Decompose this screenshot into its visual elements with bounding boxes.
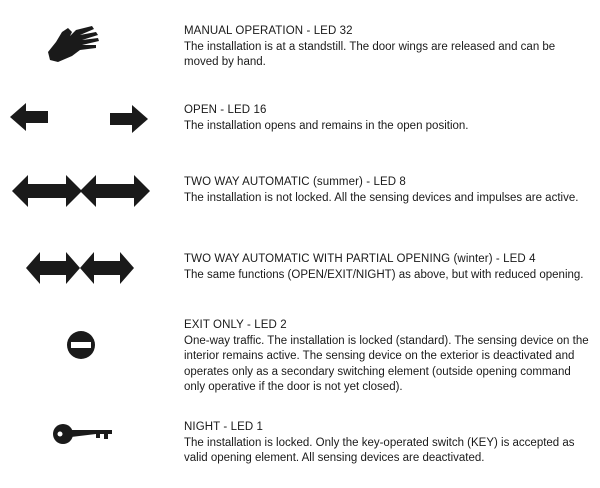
mode-title: TWO WAY AUTOMATIC WITH PARTIAL OPENING (winter) - LED 4 (184, 253, 536, 265)
two-way-arrows-icon (0, 175, 180, 235)
mode-description: The same functions (OPEN/EXIT/NIGHT) as above, but with reduced opening. (184, 268, 584, 281)
short-double-arrow-left-icon (26, 252, 80, 284)
open-arrows-icon (0, 103, 180, 163)
short-double-arrow-right-icon (80, 252, 134, 284)
mode-title: OPEN - LED 16 (184, 104, 267, 116)
arrow-right-icon (108, 105, 148, 133)
mode-title: TWO WAY AUTOMATIC (summer) - LED 8 (184, 176, 406, 188)
mode-title: MANUAL OPERATION - LED 32 (184, 25, 353, 37)
partial-opening-arrows-icon (0, 252, 180, 312)
mode-title: EXIT ONLY - LED 2 (184, 319, 287, 331)
mode-description: The installation is locked. Only the key-operated switch (KEY) is accepted as valid opening element. All sensing devices are deactivated. (184, 436, 575, 464)
arrow-left-icon (10, 103, 50, 131)
mode-description: The installation is at a standstill. The door wings are released and can be moved by hand. (184, 40, 556, 68)
key-icon (0, 420, 180, 480)
mode-title: NIGHT - LED 1 (184, 421, 264, 433)
mode-description: One-way traffic. The installation is locked (standard). The sensing device on the interior remains active. The sensing device on the exterior is deactivated and operates only as a secondary switching element (outside opening command only operative if the door is not yet closed). (184, 334, 589, 393)
hand-icon (0, 24, 180, 84)
no-entry-icon (0, 318, 180, 378)
mode-description: The installation is not locked. All the sensing devices and impulses are active. (184, 191, 579, 204)
double-arrow-right-icon (80, 175, 150, 207)
mode-description: The installation opens and remains in the open position. (184, 119, 469, 132)
double-arrow-left-icon (12, 175, 82, 207)
